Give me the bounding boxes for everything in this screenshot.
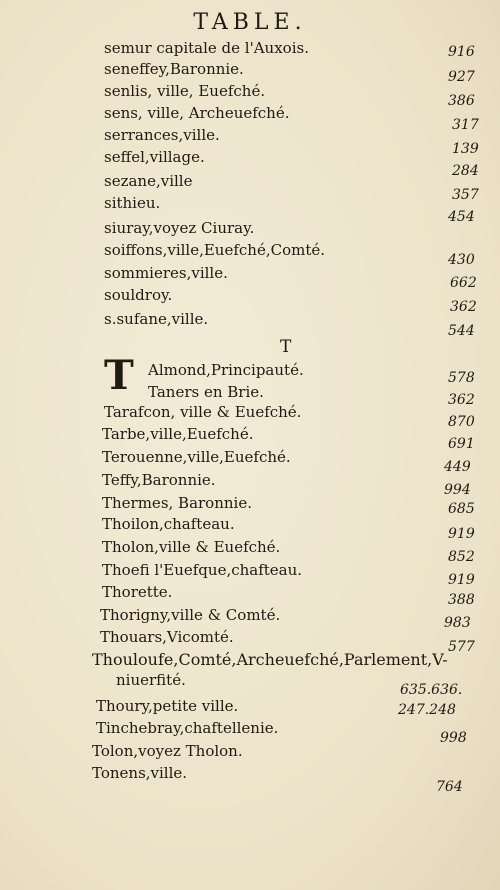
index-entry	[0, 493, 500, 515]
entry-page: 662	[450, 275, 477, 291]
entry-name: Tolon,voyez Tholon.	[92, 742, 243, 760]
section-letter: T	[280, 337, 292, 357]
entry-name: Thorette.	[102, 583, 173, 601]
index-entry	[0, 360, 500, 386]
entry-name: seffel,village.	[104, 148, 205, 166]
index-entry	[0, 382, 500, 408]
index-entry	[0, 59, 500, 85]
entry-name: Terouenne,ville,Euefché.	[102, 448, 291, 466]
entry-name: Tholon,ville & Euefché.	[102, 538, 281, 556]
index-entry	[0, 560, 500, 588]
entry-name: serrances,ville.	[104, 126, 220, 144]
entry-name: Thouloufe,Comté,Archeuefché,Parlement,V-	[92, 650, 448, 669]
entry-name: sezane,ville	[104, 172, 193, 190]
index-entry	[0, 38, 500, 60]
entry-page: 994	[444, 482, 471, 498]
entry-page: 691	[448, 436, 475, 452]
entry-name: senlis, ville, Euefché.	[104, 82, 266, 100]
entry-name: Thermes, Baronnie.	[102, 494, 252, 512]
index-entry	[0, 263, 500, 291]
page-title: TABLE.	[193, 10, 307, 35]
index-entry	[0, 514, 500, 542]
entry-name: Tarafcon, ville & Euefché.	[104, 403, 302, 421]
entry-name: Thoefi l'Euefque,chafteau.	[102, 561, 303, 579]
entry-name: sithieu.	[104, 194, 161, 212]
entry-page: 685	[448, 501, 475, 517]
index-entry	[0, 605, 500, 631]
entry-name: seneffey,Baronnie.	[104, 60, 244, 78]
entry-page: 139	[452, 141, 479, 157]
entry-name: sens, ville, Archeuefché.	[104, 104, 290, 122]
entry-name: Thouars,Vicomté.	[100, 628, 234, 646]
entry-page: 454	[448, 209, 475, 225]
entry-name: siuray,voyez Ciuray.	[104, 219, 255, 237]
entry-page: 544	[448, 323, 475, 339]
index-entry	[0, 670, 500, 698]
entry-name: sommieres,ville.	[104, 264, 228, 282]
index-entry	[0, 402, 500, 430]
entry-page: 764	[436, 779, 463, 795]
entry-page: 998	[440, 730, 467, 746]
entry-page: 362	[450, 299, 477, 315]
entry-name: souldroy.	[104, 286, 173, 304]
index-entry	[0, 763, 500, 795]
entry-page: 578	[448, 370, 475, 386]
entry-page: 430	[448, 252, 475, 268]
entry-page: 449	[444, 459, 471, 475]
entry-page: 577	[448, 639, 475, 655]
index-entry	[0, 627, 500, 655]
entry-page: 919	[448, 572, 475, 588]
index-entry	[0, 309, 500, 339]
index-entry	[0, 447, 500, 475]
drop-cap: T	[104, 352, 134, 399]
entry-name: Thorigny,ville & Comté.	[100, 606, 281, 624]
entry-page: 635.636.	[400, 682, 463, 698]
entry-name: Almond,Principauté.	[148, 361, 304, 379]
index-entry	[0, 218, 500, 240]
entry-name: Teffy,Baronnie.	[102, 471, 216, 489]
entry-name: Tonens,ville.	[92, 764, 188, 782]
entry-page: 852	[448, 549, 475, 565]
entry-page: 357	[452, 187, 479, 203]
index-entry	[0, 582, 500, 608]
entry-page: 247.248	[398, 702, 456, 718]
entry-name: semur capitale de l'Auxois.	[104, 39, 309, 57]
entry-name: Thoury,petite ville.	[96, 697, 239, 715]
entry-page: 386	[448, 93, 475, 109]
entry-page: 388	[448, 592, 475, 608]
index-entry	[0, 650, 500, 672]
entry-name: Tinchebray,chaftellenie.	[96, 719, 279, 737]
index-entry	[0, 696, 500, 718]
entry-page: 870	[448, 414, 475, 430]
index-entry	[0, 147, 500, 179]
entry-name: niuerfité.	[116, 671, 186, 689]
index-entry	[0, 470, 500, 498]
entry-name: Taners en Brie.	[148, 383, 264, 401]
index-entry	[0, 81, 500, 109]
entry-page: 284	[452, 163, 479, 179]
index-entry	[0, 741, 500, 763]
entry-name: Thoilon,chafteau.	[102, 515, 235, 533]
entry-page: 919	[448, 526, 475, 542]
index-entry	[0, 424, 500, 452]
entry-name: soiffons,ville,Euefché,Comté.	[104, 241, 326, 259]
entry-page: 317	[452, 117, 479, 133]
index-entry	[0, 193, 500, 225]
index-entry	[0, 103, 500, 133]
entry-page: 927	[448, 69, 475, 85]
entry-page: 916	[448, 44, 475, 60]
index-entry	[0, 240, 500, 268]
entry-page: 983	[444, 615, 471, 631]
index-entry	[0, 537, 500, 565]
entry-page: 362	[448, 392, 475, 408]
index-entry	[0, 285, 500, 315]
entry-name: Tarbe,ville,Euefché.	[102, 425, 254, 443]
index-entry	[0, 718, 500, 746]
entry-name: s.sufane,ville.	[104, 310, 209, 328]
